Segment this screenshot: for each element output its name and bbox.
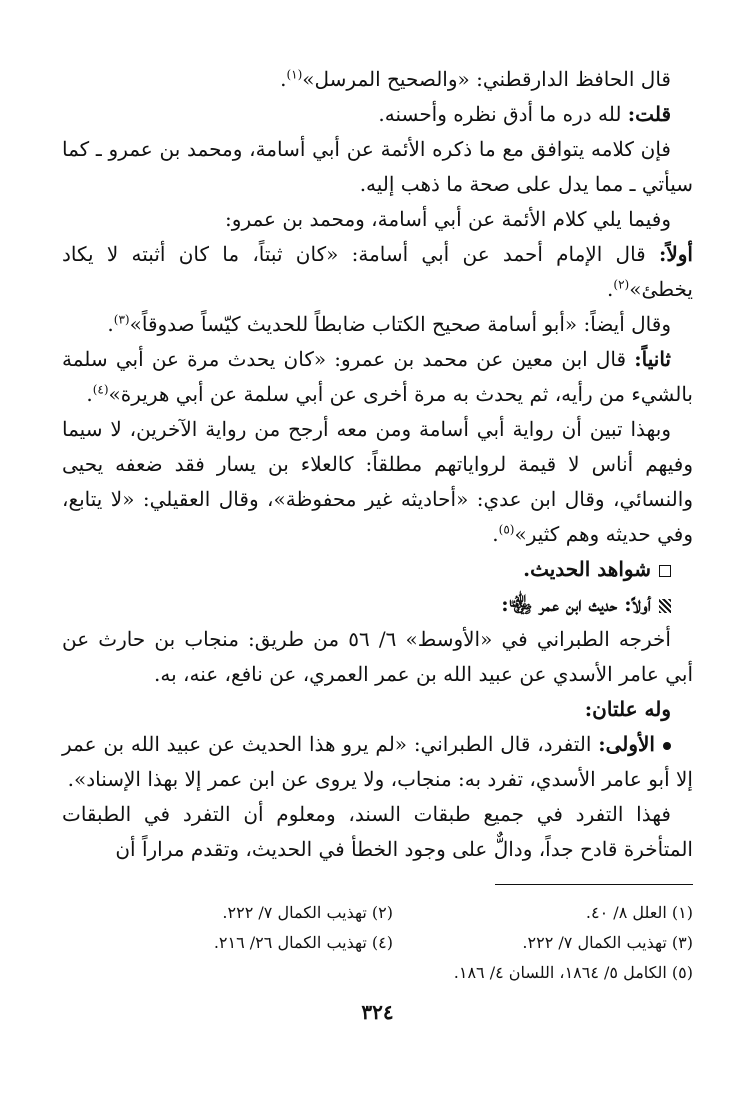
paragraph-first-illa [62, 727, 693, 797]
paragraph [62, 237, 693, 307]
paragraph-text: التفرد، قال الطبراني: «لم يرو هذا الحديث عن عبيد الله بن عمر إلا أبو عامر الأسدي، تفرد به: منجاب، ولا يروى عن ابن عمر إلا بهذا الإسناد». [62, 732, 693, 791]
paragraph [62, 412, 693, 552]
footnote: (٣) تهذيب الكمال ٧/ ٢٢٢. [522, 933, 693, 952]
footnote-row [62, 958, 693, 988]
paragraph-label: ثانياً: [634, 347, 671, 371]
footnote: (٤) تهذيب الكمال ٢٦/ ٢١٦. [213, 933, 393, 952]
paragraph [62, 307, 693, 342]
paragraph [62, 132, 693, 202]
square-icon [659, 565, 671, 577]
paragraph-takhrij: أخرجه الطبراني في «الأوسط» ٦/ ٥٦ من طريق: منجاب بن حارث عن أبي عامر الأسدي عن عبيد الله بن عمر العمري، عن نافع، عنه، به. [62, 627, 693, 686]
paragraph-end: . [280, 67, 287, 91]
footnote-ref: (٢) [613, 277, 630, 292]
footnote-separator [495, 884, 693, 885]
subheading-hadith [62, 587, 693, 622]
paragraph [62, 342, 693, 412]
footnote-ref: (٤) [92, 382, 109, 397]
page-number: ٣٢٤ [361, 1000, 394, 1024]
section-heading-text: شواهد الحديث. [523, 557, 651, 581]
footnotes [62, 898, 693, 988]
paragraph-text: قال ابن معين عن محمد بن عمرو: «كان يحدث مرة عن أبي سلمة بالشيء من رأيه، ثم يحدث به مرة أخرى عن أبي سلمة عن أبي هريرة» [62, 347, 693, 406]
paragraph-label: الأولى: [598, 732, 655, 756]
paragraph-end: . [607, 277, 614, 301]
paragraph-text: وقال أيضاً: «أبو أسامة صحيح الكتاب ضابطاً للحديث كيّساً صدوقاً» [129, 312, 671, 336]
footnote: (٥) الكامل ٥/ ١٨٦٤، اللسان ٤/ ١٨٦. [453, 963, 693, 982]
section-heading-witnesses [62, 552, 693, 587]
footnote-ref: (١) [286, 67, 303, 82]
footnote-row [62, 898, 693, 928]
book-icon [659, 599, 671, 613]
paragraph-text: قال الإمام أحمد عن أبي أسامة: «كان ثبتاً، ما كان أثبته لا يكاد يخطئ» [62, 242, 693, 301]
paragraph-text: وفيما يلي كلام الأئمة عن أبي أسامة، ومحمد بن عمرو: [225, 207, 671, 231]
main-text [62, 62, 693, 867]
footnote-ref: (٣) [113, 312, 130, 327]
paragraph [62, 62, 693, 97]
footnote-ref: (٥) [498, 522, 515, 537]
footnote-row [62, 928, 693, 958]
paragraph-label: قلت: [627, 102, 671, 126]
paragraph-end: . [86, 382, 93, 406]
subheading-illal: وله علتان: [584, 697, 671, 721]
paragraph-end: . [492, 522, 499, 546]
subheading-text: أولاً: حديث ابن عمر ﵄: [501, 592, 651, 616]
footnote: (٢) تهذيب الكمال ٧/ ٢٢٢. [222, 903, 393, 922]
paragraph-label: أولاً: [658, 242, 693, 266]
paragraph-text: وبهذا تبين أن رواية أبي أسامة ومن معه أرجح من رواية الآخرين، لا سيما وفيهم أناس لا قيمة لرواياتهم مطلقاً: كالعلاء بن يسار فقد ضعفه يحيى والنسائي، وقال ابن عدي: «أحاديثه غير محفوظة»، وقال العقيلي: «لا يتابع، وفي حديثه وهم كثير» [62, 417, 693, 546]
paragraph-text: فإن كلامه يتوافق مع ما ذكره الأئمة عن أبي أسامة، ومحمد بن عمرو ـ كما سيأتي ـ مما يدل على صحة ما ذهب إليه. [62, 137, 693, 196]
paragraph [62, 97, 693, 132]
paragraph-text: قال الحافظ الدارقطني: «والصحيح المرسل» [302, 67, 671, 91]
paragraph-text: لله دره ما أدق نظره وأحسنه. [378, 102, 628, 126]
paragraph [62, 202, 693, 237]
paragraph-end: . [107, 312, 114, 336]
footnote: (١) العلل ٨/ ٤٠. [585, 903, 693, 922]
paragraph-closing: فهذا التفرد في جميع طبقات السند، ومعلوم أن التفرد في الطبقات المتأخرة قادح جداً، ودالٌّ على وجود الخطأ في الحديث، وتقدم مراراً أن [62, 802, 693, 861]
bullet-icon [663, 742, 671, 750]
